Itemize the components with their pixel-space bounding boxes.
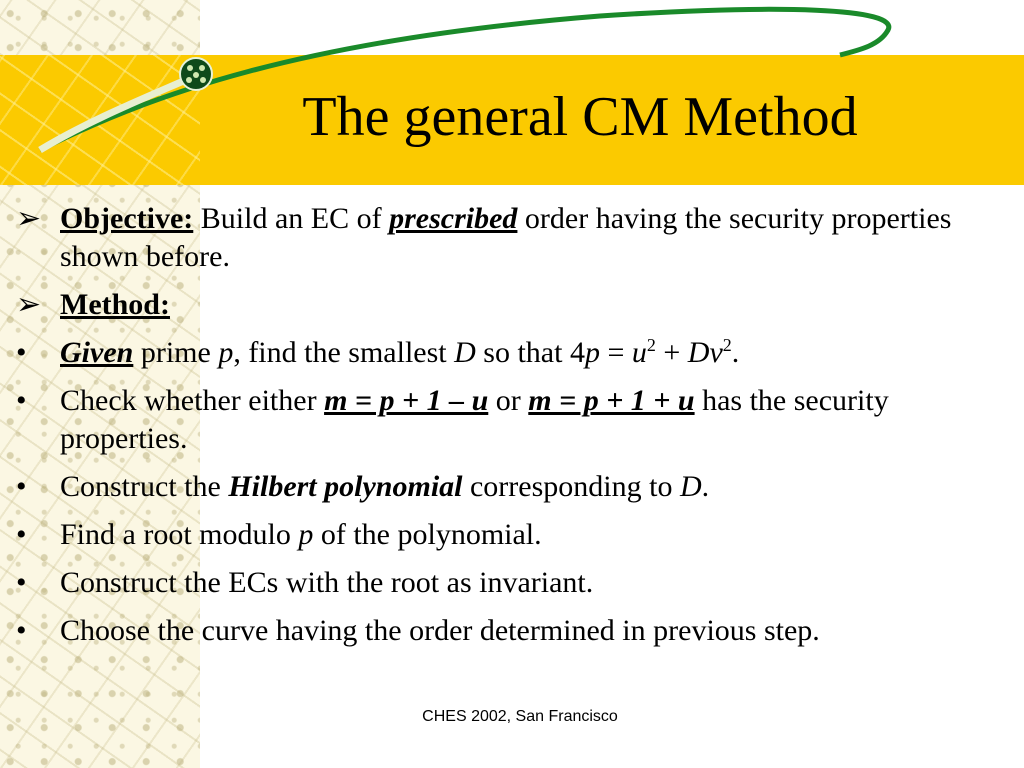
bullet-text: Build an EC of: [193, 202, 390, 235]
bullet-text: Choose the curve having the order determined in previous step.: [60, 614, 820, 647]
bullet-text: p: [298, 518, 314, 551]
bullet-text: D: [454, 336, 476, 369]
bullet-item: [14, 468, 1014, 506]
bullet-text: Construct the ECs with the root as invariant.: [60, 566, 594, 599]
bullet-text: m = p + 1 – u: [324, 384, 489, 417]
bullet-text: , find the smallest: [233, 336, 455, 369]
bullet-text: Construct the: [60, 470, 229, 503]
bullet-dot-icon: •: [16, 518, 27, 551]
bullet-text: Given: [60, 336, 134, 369]
bullet-text: Find a root modulo: [60, 518, 299, 551]
bullet-text: D: [679, 470, 702, 503]
bullet-text: p: [584, 336, 600, 369]
bullet-text: Method:: [60, 288, 170, 321]
bullet-item: [14, 382, 1014, 458]
bullet-item: [14, 200, 1014, 276]
bullet-item: [14, 564, 1014, 602]
bullet-dot-icon: •: [16, 470, 27, 503]
bullet-text: .: [701, 470, 710, 503]
bullet-item: [14, 516, 1014, 554]
bullet-text: or: [488, 384, 529, 417]
bullet-text: 2: [646, 335, 656, 355]
bullet-text: order having the security properties shown before.: [60, 202, 952, 273]
bullet-list: [14, 200, 1014, 660]
bullet-text: m = p + 1 + u: [528, 384, 695, 417]
bullet-text: Dv: [687, 336, 723, 369]
footer-text: CHES 2002, San Francisco: [422, 708, 618, 725]
bullet-text: Check whether either: [60, 384, 325, 417]
bullet-text: of the polynomial.: [313, 518, 542, 551]
bullet-text: u: [631, 336, 647, 369]
bullet-text: Objective:: [60, 202, 194, 235]
bullet-text: .: [731, 336, 740, 369]
bullet-text: Hilbert polynomial: [228, 470, 463, 503]
bullet-text: corresponding to: [462, 470, 680, 503]
bullet-dot-icon: •: [16, 614, 27, 647]
bullet-item: [14, 612, 1014, 650]
bullet-text: +: [655, 336, 688, 369]
bullet-dot-icon: •: [16, 566, 27, 599]
bullet-text: =: [599, 336, 632, 369]
arrow-bullet-icon: ➢: [16, 288, 42, 321]
swoosh-tail: [40, 76, 195, 150]
bullet-item: [14, 286, 1014, 324]
bullet-text: has the security properties.: [60, 384, 889, 455]
bullet-text: so that 4: [475, 336, 585, 369]
slide-title: The general CM Method: [302, 86, 858, 148]
bullet-item: [14, 334, 1014, 372]
bullet-text: prescribed: [389, 202, 518, 235]
bullet-text: prime: [133, 336, 219, 369]
arrow-bullet-icon: ➢: [16, 202, 42, 235]
bullet-dot-icon: •: [16, 336, 27, 369]
bullet-text: 2: [722, 335, 732, 355]
bullet-text: p: [218, 336, 234, 369]
bullet-dot-icon: •: [16, 384, 27, 417]
